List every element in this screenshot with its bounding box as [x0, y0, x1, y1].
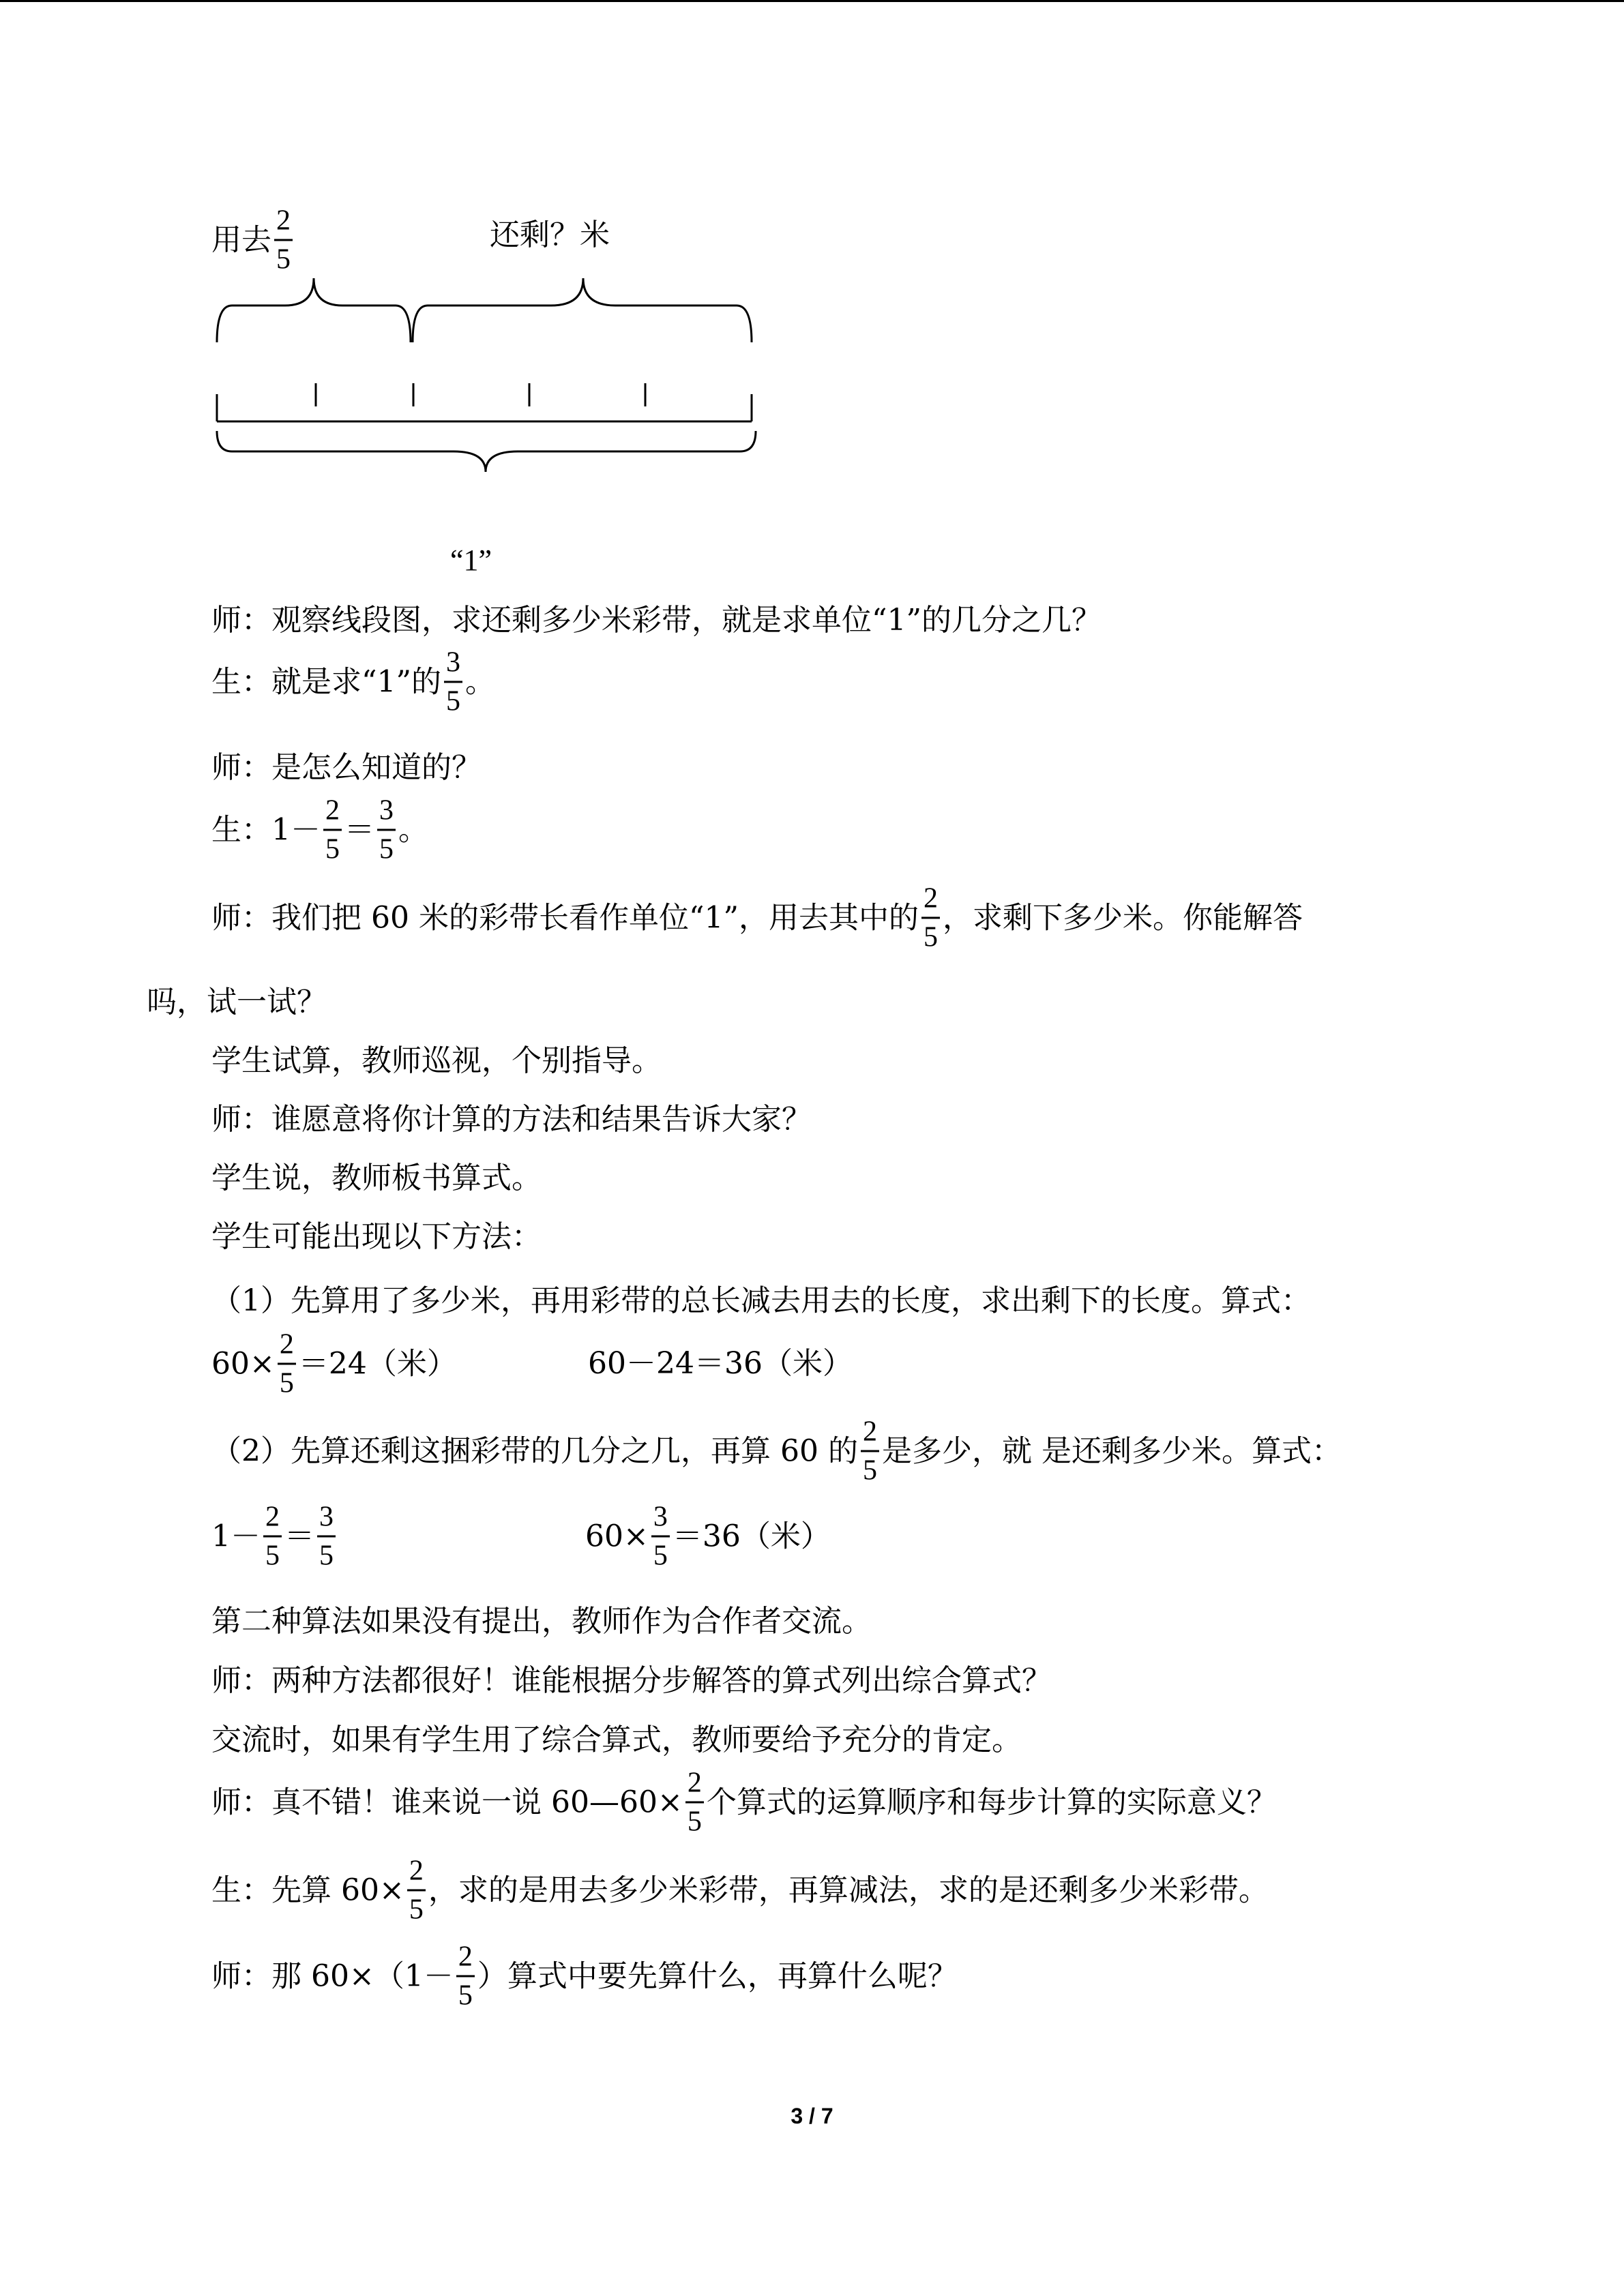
text-line: 60－24＝36（米） — [588, 1346, 853, 1381]
page-number: 3 / 7 — [791, 2104, 833, 2128]
diagram-whole-label: “1” — [450, 543, 492, 577]
text-line: 生：先算 60× $\frac{2}{5}$ ，求的是用去多少米彩带，再算减法，求的是还剩多少米彩带。 — [211, 1855, 1269, 1926]
line-segment-diagram — [205, 273, 764, 491]
text-line: 学生试算，教师巡视，个别指导。 — [211, 1043, 662, 1078]
fraction: $\frac{2}{5}$ — [921, 882, 940, 953]
text-line: 60× $\frac{3}{5}$ ＝36（米） — [585, 1501, 831, 1572]
fraction: $\frac{2}{5}$ — [278, 1328, 296, 1399]
fraction: $\frac{2}{5}$ — [861, 1415, 879, 1487]
text-line: 师：谁愿意将你计算的方法和结果告诉大家？ — [211, 1102, 812, 1137]
text-line: 1－ $\frac{2}{5}$ ＝ $\frac{3}{5}$ — [211, 1500, 338, 1572]
text-line: （1）先算用了多少米，再用彩带的总长减去用去的长度，求出剩下的长度。算式： — [211, 1283, 1311, 1318]
text-line: 师：两种方法都很好！谁能根据分步解答的算式列出综合算式？ — [211, 1663, 1052, 1698]
fraction: $\frac{2}{5}$ — [456, 1940, 475, 2012]
text-line: 生：就是求“1”的 $\frac{3}{5}$ 。 — [211, 646, 495, 717]
text-line: 交流时，如果有学生用了综合算式，教师要给予充分的肯定。 — [211, 1723, 1022, 1757]
fraction: $\frac{2}{5}$ — [685, 1766, 704, 1838]
fraction: $\frac{3}{5}$ — [317, 1500, 336, 1572]
text-line: 师：真不错！谁来说一说 60—60× $\frac{2}{5}$ 个算式的运算顺序和每步计算的实际意义？ — [211, 1767, 1277, 1838]
text-line: 师：是怎么知道的？ — [211, 750, 482, 785]
text-line: 学生可能出现以下方法： — [211, 1219, 542, 1254]
fraction: $\frac{2}{5}$ — [323, 794, 342, 865]
text-line: 第二种算法如果没有提出，教师作为合作者交流。 — [211, 1604, 872, 1639]
text-line: 师：我们把 60 米的彩带长看作单位“1”，用去其中的 $\frac{2}{5}$ ，求剩下多少米。你能解答 — [211, 882, 1303, 953]
text-line: 60× $\frac{2}{5}$ ＝24（米） — [211, 1328, 457, 1399]
fraction: $\frac{3}{5}$ — [444, 646, 462, 717]
top-border-line — [0, 0, 1624, 2]
brace-used — [217, 278, 411, 342]
text-line: 吗，试一试？ — [147, 985, 327, 1019]
text-line: （2）先算还剩这捆彩带的几分之几，再算 60 的 $\frac{2}{5}$ 是多少，就 是还剩多少米。算式： — [211, 1416, 1342, 1487]
fraction: $\frac{2}{5}$ — [263, 1500, 282, 1572]
text-line: 师：观察线段图，求还剩多少米彩带，就是求单位“1”的几分之几？ — [211, 603, 1102, 638]
fraction: $\frac{2}{5}$ — [274, 204, 293, 275]
fraction: $\frac{3}{5}$ — [651, 1500, 670, 1572]
brace-remain — [413, 278, 752, 342]
fraction: $\frac{3}{5}$ — [377, 794, 396, 865]
text-line: 师：那 60×（1－ $\frac{2}{5}$ ）算式中要先算什么，再算什么呢？ — [211, 1941, 958, 2012]
brace-whole — [217, 431, 756, 472]
text-line: 学生说，教师板书算式。 — [211, 1161, 542, 1195]
diagram-used-label: 用去 $\frac{2}{5}$ — [211, 204, 295, 275]
text-line: 生：1－ $\frac{2}{5}$ ＝ $\frac{3}{5}$ 。 — [211, 794, 428, 865]
fraction: $\frac{2}{5}$ — [407, 1854, 426, 1926]
diagram-remain-label: 还剩？米 — [490, 218, 610, 252]
